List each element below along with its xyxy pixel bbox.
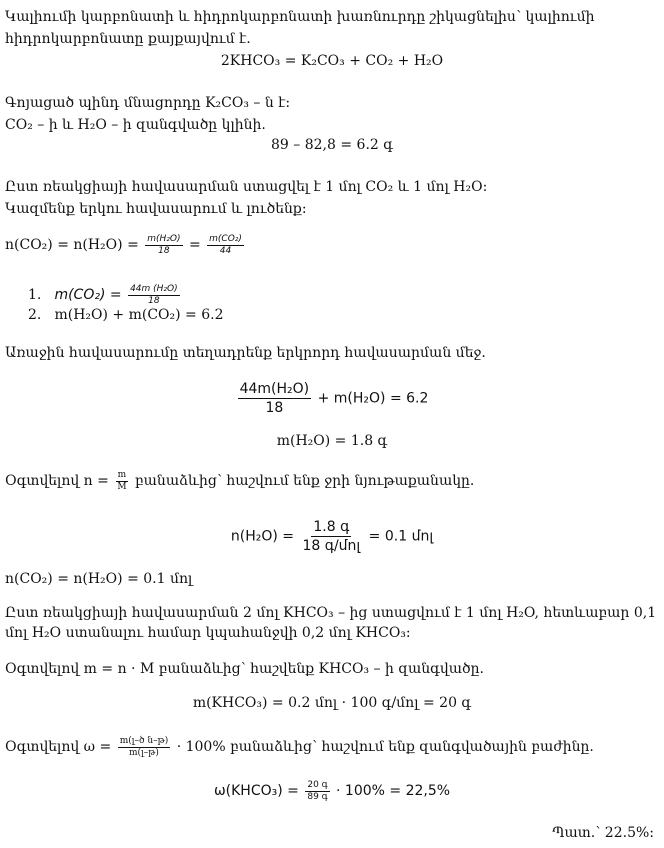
list-item-1-lhs: m(CO₂) = (54, 287, 122, 303)
mass-fraction-rest: · 100% = 22,5% (336, 783, 451, 799)
fraction-water-num: m(H₂O) (147, 234, 181, 244)
mass-fraction-equation (0, 780, 664, 802)
list-item-1 (28, 284, 182, 306)
mass-fraction-lhs: ω(KHCO₃) = (213, 783, 299, 799)
fraction-formula-pre: Օգտվելով ω = (5, 739, 112, 755)
mass-fraction-num: 20 գ (307, 780, 328, 790)
mass-fraction-den: 89 գ (307, 792, 328, 802)
khco3-mass-equation: m(KHCO₃) = 0.2 մոլ · 100 գ/մոլ = 20 գ (192, 695, 472, 711)
water-moles-rest: = 0.1 մոլ (368, 528, 434, 545)
list-item-1-num: 44m (H₂O) (130, 284, 178, 294)
substituted-equation (0, 380, 664, 417)
intro-line-2: հիդրոկարբոնատը քայքայվում է. (5, 31, 251, 47)
water-moles-equation (0, 518, 664, 555)
list-item-1-den: 18 (148, 296, 160, 306)
substitution-line: Առաջին հավասարումը տեղադրենք երկրորդ հավասարման մեջ. (5, 345, 486, 361)
fraction-formula-num: m(լ–ծ ն–թ) (119, 736, 169, 746)
equals-sign: = (188, 237, 201, 253)
mass-fraction-fraction (305, 780, 329, 802)
fraction-formula-line (5, 736, 594, 758)
stoichiometry-line-1: Ըստ ռեակցիայի հավասարման 2 մոլ KHCO₃ – ից ստացվում է 1 մոլ H₂O, հետևաբար 0,1 (5, 605, 657, 621)
fraction-co2-num: m(CO₂) (209, 234, 242, 244)
moles-equation (5, 234, 246, 256)
fraction-formula-den: m(լ–թ) (129, 748, 159, 758)
residue-line: Գոյացած պինդ մնացորդը K₂CO₃ – ն է: (5, 95, 291, 111)
water-mass-result: m(H₂O) = 1.8 գ (276, 433, 388, 449)
mass-formula-line: Օգտվելով m = n · M բանաձևից՝ հաշվենք KHCO₃ – ի զանգվածը. (5, 661, 484, 677)
fraction-water-den: 18 (158, 246, 170, 256)
water-moles-lhs: n(H₂O) = (230, 528, 295, 545)
moles-formula-den: M (117, 482, 127, 492)
intro-line-1: Կալիումի կարբոնատի և հիդրոկարբոնատի խառնուրդը շիկացնելիս՝ կալիումի (5, 9, 595, 25)
substituted-den: 18 (265, 400, 284, 416)
moles-formula-num: m (117, 470, 127, 480)
moles-formula-pre: Օգտվելով n = (5, 473, 109, 489)
list-number-2: 2. (28, 307, 42, 323)
moles-line: Ըստ ռեակցիայի հավասարման ստացվել է 1 մոլ CO₂ և 1 մոլ H₂O: (5, 179, 488, 195)
answer: Պատ.՝ 22.5%: (552, 825, 654, 841)
moles-formula-fraction (115, 470, 128, 492)
list-item-2-text: m(H₂O) + m(CO₂) = 6.2 (54, 307, 224, 323)
stoichiometry-line-2: մոլ H₂O ստանալու համար կպահանջվի 0,2 մոլ KHCO₃: (5, 625, 411, 641)
substituted-rest: + m(H₂O) = 6.2 (317, 390, 429, 407)
fraction-co2-den: 44 (219, 246, 232, 256)
fraction-formula-fraction (118, 736, 171, 758)
moles-formula-line (5, 470, 474, 492)
list-number-1: 1. (28, 287, 42, 303)
moles-equation-lhs: n(CO₂) = n(H₂O) = (5, 237, 139, 253)
water-moles-num: 1.8 գ (313, 519, 350, 535)
substituted-num: 44m(H₂O) (239, 381, 310, 397)
moles-formula-post: բանաձևից՝ հաշվում ենք ջրի նյութաքանակը. (135, 473, 475, 489)
substituted-fraction (238, 380, 312, 417)
list-item-2 (28, 306, 223, 324)
fraction-formula-post: · 100% բանաձևից՝ հաշվում ենք զանգվածային բաժինը. (176, 739, 594, 755)
list-item-1-fraction (128, 284, 180, 306)
decomposition-reaction: 2KHCO₃ = K₂CO₃ + CO₂ + H₂O (220, 53, 444, 69)
fraction-water (145, 234, 182, 256)
fraction-co2 (207, 234, 244, 256)
system-line: Կազմենք երկու հավասարում և լուծենք: (5, 201, 307, 217)
mass-line: CO₂ – ի և H₂O – ի զանգվածը կլինի. (5, 117, 266, 133)
co2-moles-result: n(CO₂) = n(H₂O) = 0.1 մոլ (5, 571, 193, 587)
mass-calculation: 89 – 82,8 = 6.2 գ (271, 137, 393, 153)
water-moles-den: 18 գ/մոլ (302, 538, 361, 554)
water-moles-fraction (300, 518, 362, 555)
